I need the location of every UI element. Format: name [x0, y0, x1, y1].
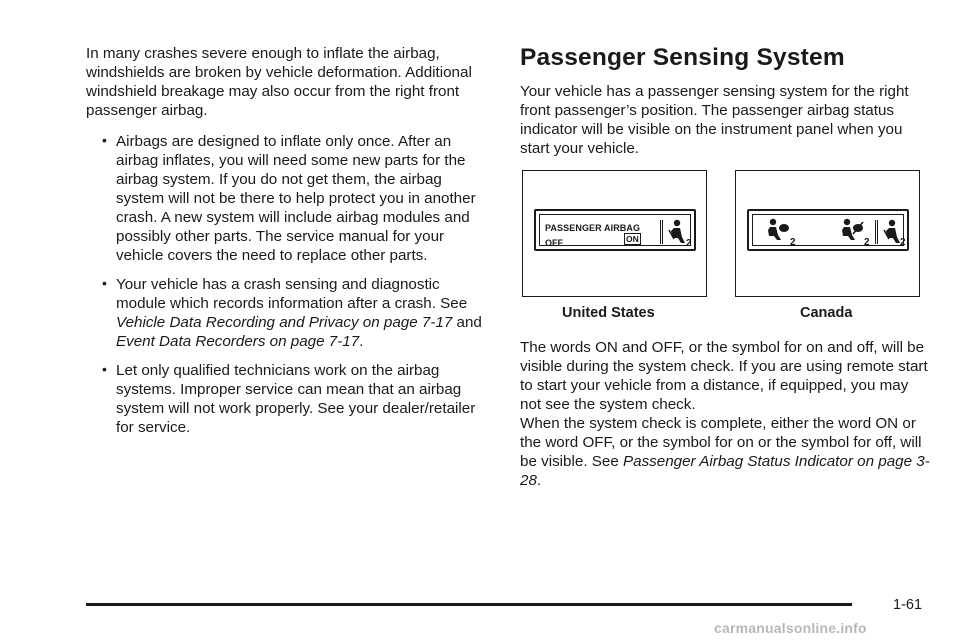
page-number: 1-61: [893, 597, 923, 613]
on-label: ON: [626, 234, 639, 244]
intro-paragraph: In many crashes severe enough to inflate the airbag, windshields are broken by vehicle deformation. Additional windshield breakage may also occur from the right front passenger airbag.: [86, 45, 472, 119]
seat-number: 2: [864, 237, 870, 248]
footer-rule: [86, 603, 852, 606]
passenger-sensing-intro: Your vehicle has a passenger sensing system for the right front passenger’s position. The passenger airbag status indicator will be visible on the instrument panel when you start your vehicle.: [520, 83, 909, 157]
bullet-list: [86, 132, 492, 437]
left-column: [86, 44, 492, 447]
separator: [660, 220, 663, 244]
watermark: carmanualsonline.info: [714, 620, 867, 636]
caption-canada: Canada: [800, 305, 853, 321]
bullet-airbags-inflate-once: • Airbags are designed to inflate only once. After an airbag inflates, you will need some new parts for the airbag system. If you do not get them, the airbag system will not be there to help protect you in another crash. A new system will include airbag modules and possibly other parts. The service manual for your vehicle covers the need to replace other parts.: [86, 132, 492, 265]
link-passenger-airbag-status-indicator[interactable]: Passenger Airbag Status Indicator on page 3-28: [520, 453, 930, 489]
seat-number: 2: [790, 237, 796, 248]
passenger-airbag-label: PASSENGER AIRBAG: [545, 223, 641, 233]
right-column: [520, 44, 932, 490]
system-check-complete-paragraph: When the system check is complete, either the word ON or the word OFF, or the symbol for on or the symbol for off, will be visible. See Passenger Airbag Status Indicator on page 3-28.: [520, 415, 930, 489]
system-check-paragraph: The words ON and OFF, or the symbol for on and off, will be visible during the system check. If you are using remote start to start your vehicle from a distance, if equipped, you may not see the system check.: [520, 339, 928, 413]
figure-canada: [735, 170, 920, 297]
bullet-crash-sensing-module: • Your vehicle has a crash sensing and diagnostic module which records information after a crash. See Vehicle Data Recording and Privacy on page 7-17 and Event Data Recorders on page 7-17.: [86, 275, 492, 351]
airbag-on-icon: [765, 218, 791, 244]
seat-number: 2: [900, 237, 906, 248]
us-indicator-panel: [534, 209, 696, 251]
off-label: OFF: [545, 238, 563, 248]
bullet-qualified-technicians: • Let only qualified technicians work on the airbag systems. Improper service can mean that an airbag system will not work properly. See your dealer/retailer for service.: [86, 361, 492, 437]
separator: [875, 220, 878, 244]
canada-indicator-panel: [747, 209, 909, 251]
figure-united-states: [522, 170, 707, 297]
seated-passenger-icon: [666, 219, 686, 245]
caption-united-states: United States: [562, 305, 655, 321]
seat-number: 2: [686, 238, 692, 249]
seated-passenger-icon: [881, 219, 901, 245]
airbag-off-icon: [839, 218, 865, 244]
link-vehicle-data-recording[interactable]: Vehicle Data Recording and Privacy on page 7-17: [116, 314, 453, 331]
link-event-data-recorders[interactable]: Event Data Recorders on page 7-17: [116, 333, 360, 350]
indicator-figures: [520, 170, 932, 340]
section-heading: Passenger Sensing System: [520, 44, 845, 71]
